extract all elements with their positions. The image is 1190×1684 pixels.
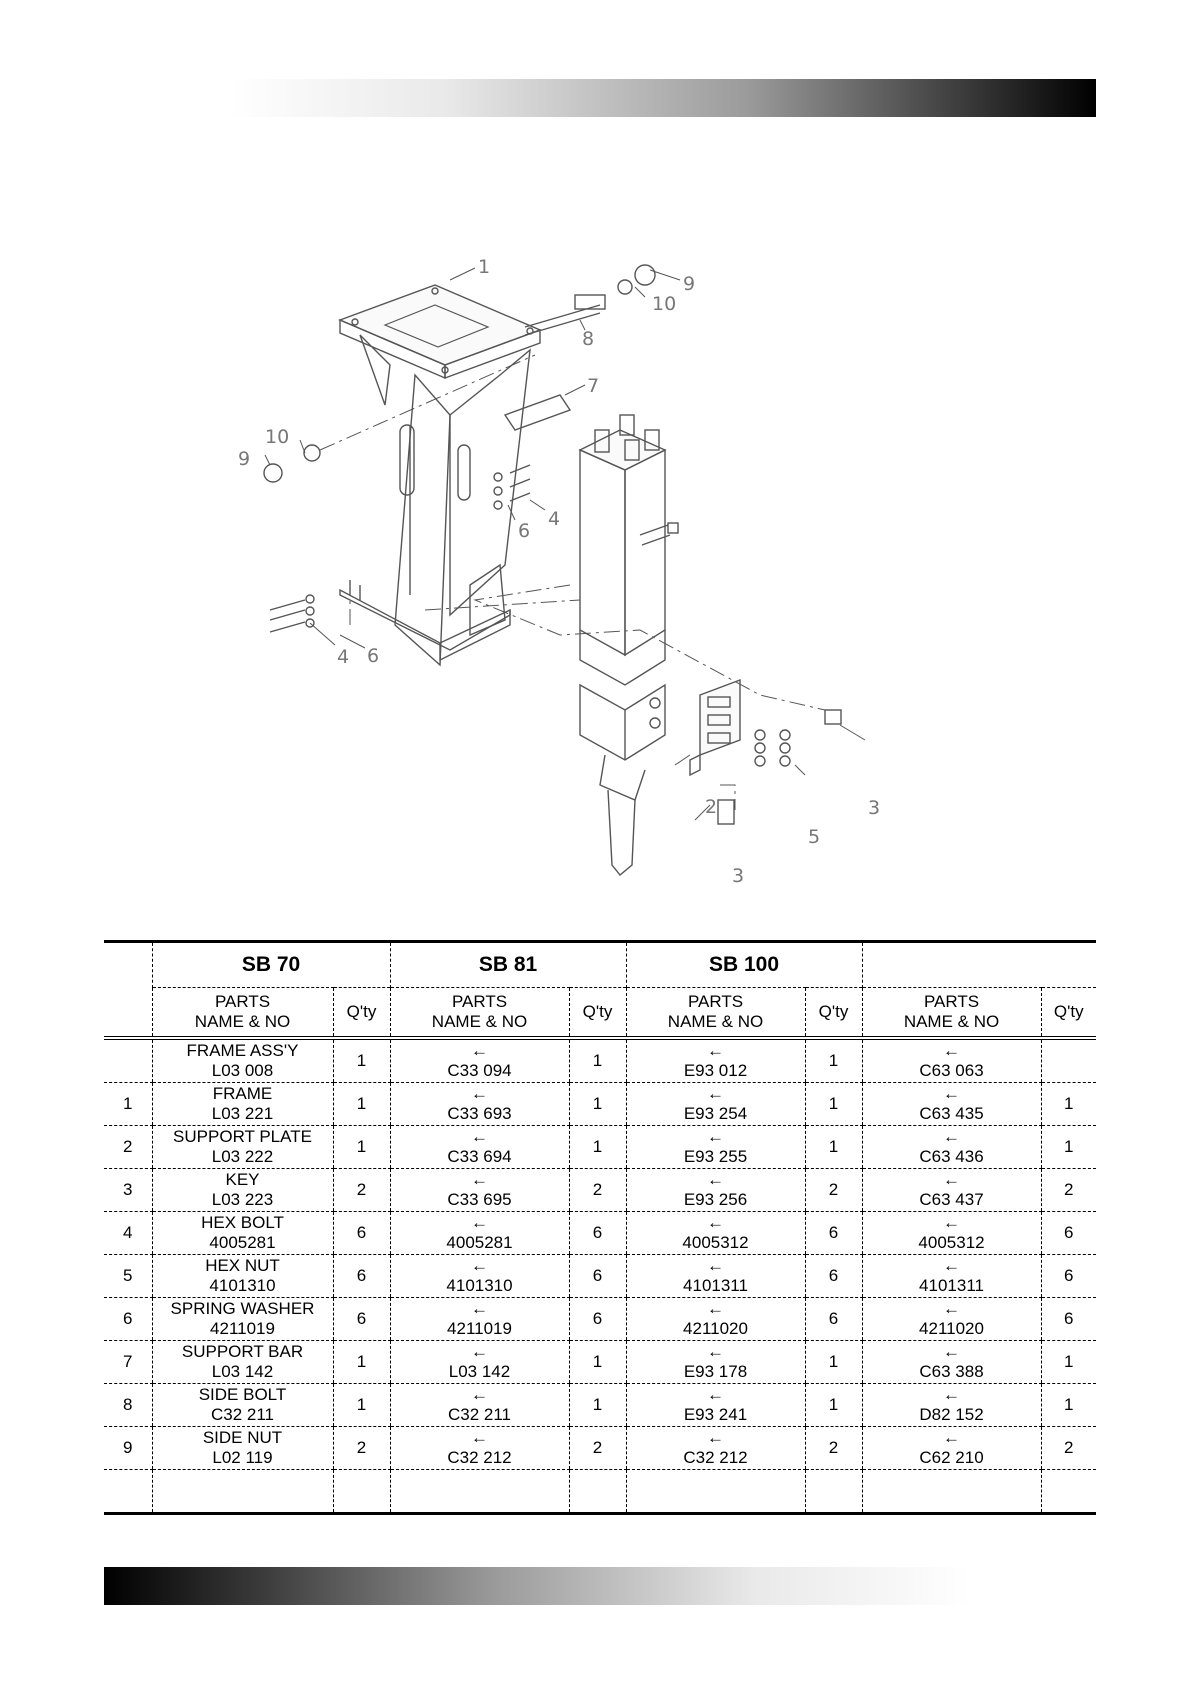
blank-model-qty: 1 bbox=[1041, 1083, 1096, 1126]
callout-10-left: 10 bbox=[265, 426, 290, 448]
parts-header: PARTS NAME & NO bbox=[152, 988, 333, 1039]
model-sb100: SB 100 bbox=[626, 942, 862, 988]
sb81-qty: 6 bbox=[569, 1212, 626, 1255]
model-header-row bbox=[104, 942, 1096, 988]
sb100-part bbox=[626, 1384, 805, 1427]
blank-model-part-line: ← bbox=[943, 1041, 961, 1060]
blank-model-part-line: 4101311 bbox=[919, 1276, 984, 1295]
sb70-qty: 6 bbox=[333, 1255, 390, 1298]
sb70-qty: 1 bbox=[333, 1038, 390, 1083]
sb100-part bbox=[626, 1212, 805, 1255]
sb70-part-line: L03 008 bbox=[211, 1061, 274, 1080]
table-row bbox=[104, 1298, 1096, 1341]
header-gradient-band bbox=[230, 79, 1096, 117]
sb70-part bbox=[152, 1427, 333, 1470]
sb100-part-line: ← bbox=[707, 1385, 724, 1404]
blank-model-part-line: C63 436 bbox=[919, 1147, 984, 1166]
sb81-part-line: ← bbox=[471, 1385, 488, 1404]
sb70-part-line: 4101310 bbox=[209, 1276, 276, 1295]
sb81-part-line: 4005281 bbox=[446, 1233, 513, 1252]
blank-model-part bbox=[862, 1083, 1041, 1126]
sb70-part bbox=[152, 1083, 333, 1126]
blank-model-part-line: C63 063 bbox=[919, 1061, 984, 1080]
qty-header: Q'ty bbox=[333, 988, 390, 1039]
blank-model-part-line: D82 152 bbox=[919, 1405, 984, 1424]
callout-8: 8 bbox=[582, 328, 595, 350]
sb70-part-line: L03 222 bbox=[211, 1147, 274, 1166]
blank-model-part-line: ← bbox=[943, 1127, 961, 1146]
breaker-body bbox=[580, 415, 678, 875]
callout-9-left: 9 bbox=[238, 448, 251, 470]
sb81-part bbox=[390, 1341, 569, 1384]
sb100-part-line: ← bbox=[707, 1213, 724, 1232]
empty-cell bbox=[152, 1470, 333, 1514]
sb81-part-line: C33 693 bbox=[447, 1104, 512, 1123]
blank-model-qty: 2 bbox=[1041, 1169, 1096, 1212]
sb100-qty: 1 bbox=[805, 1126, 862, 1169]
sb100-part-line: 4005312 bbox=[682, 1233, 749, 1252]
table-row bbox=[104, 1169, 1096, 1212]
assembly-lines bbox=[320, 355, 825, 810]
blank-model-part bbox=[862, 1038, 1041, 1083]
blank-model-part-line: ← bbox=[943, 1299, 961, 1318]
blank-model-part-line: 4211020 bbox=[919, 1319, 984, 1338]
parts-header: PARTS NAME & NO bbox=[862, 988, 1041, 1039]
table-row bbox=[104, 1427, 1096, 1470]
sb100-part-line: ← bbox=[707, 1127, 724, 1146]
sb70-part-line: L03 223 bbox=[211, 1190, 274, 1209]
model-header-no bbox=[104, 942, 152, 988]
footer-gradient-band bbox=[104, 1567, 970, 1605]
sb70-qty: 1 bbox=[333, 1341, 390, 1384]
sb70-qty: 1 bbox=[333, 1126, 390, 1169]
sb81-part-line: 4211019 bbox=[447, 1319, 512, 1338]
row-number: 9 bbox=[104, 1427, 152, 1470]
sb81-qty: 1 bbox=[569, 1126, 626, 1169]
sb100-part-line: C32 212 bbox=[683, 1448, 748, 1467]
callout-numbers bbox=[238, 256, 880, 887]
column-header-no bbox=[104, 988, 152, 1039]
sb81-part bbox=[390, 1038, 569, 1083]
empty-cell bbox=[104, 1470, 152, 1514]
blank-model-qty: 1 bbox=[1041, 1384, 1096, 1427]
sb81-part-line: 4101310 bbox=[446, 1276, 513, 1295]
empty-cell bbox=[626, 1470, 805, 1514]
callout-1: 1 bbox=[478, 256, 491, 278]
sb70-qty: 6 bbox=[333, 1212, 390, 1255]
table-row bbox=[104, 1341, 1096, 1384]
sb100-part bbox=[626, 1341, 805, 1384]
blank-model-part-line: ← bbox=[943, 1170, 961, 1189]
blank-model-part bbox=[862, 1212, 1041, 1255]
blank-model-part bbox=[862, 1384, 1041, 1427]
nuts-right bbox=[755, 730, 790, 766]
row-number: 3 bbox=[104, 1169, 152, 1212]
blank-model-part-line: C63 388 bbox=[919, 1362, 984, 1381]
blank-model-qty: 6 bbox=[1041, 1298, 1096, 1341]
sb100-qty: 2 bbox=[805, 1169, 862, 1212]
bolts-left bbox=[270, 595, 314, 632]
sb100-qty: 6 bbox=[805, 1212, 862, 1255]
empty-cell bbox=[333, 1470, 390, 1514]
callout-6-center: 6 bbox=[518, 520, 531, 542]
sb81-part-line: ← bbox=[471, 1428, 488, 1447]
callout-2: 2 bbox=[705, 796, 718, 818]
sb81-part bbox=[390, 1298, 569, 1341]
sb70-part-line: SIDE BOLT bbox=[198, 1385, 287, 1404]
exploded-parts-drawing bbox=[238, 256, 970, 920]
sb100-qty: 1 bbox=[805, 1038, 862, 1083]
sb81-part bbox=[390, 1083, 569, 1126]
sb81-part bbox=[390, 1427, 569, 1470]
sb81-part-line: ← bbox=[471, 1127, 488, 1146]
key-upper bbox=[825, 710, 841, 724]
blank-model-qty: 1 bbox=[1041, 1341, 1096, 1384]
sb70-part-line: KEY bbox=[225, 1170, 260, 1189]
sb70-part-line: L03 221 bbox=[211, 1104, 274, 1123]
sb70-part-line: SIDE NUT bbox=[202, 1428, 283, 1447]
sb70-part-line: SUPPORT PLATE bbox=[173, 1127, 312, 1146]
blank-model-part-line: C62 210 bbox=[919, 1448, 984, 1467]
sb81-part-line: ← bbox=[471, 1342, 488, 1361]
blank-model-part bbox=[862, 1298, 1041, 1341]
sb70-part bbox=[152, 1255, 333, 1298]
callout-3-right: 3 bbox=[868, 797, 881, 819]
blank-model-part bbox=[862, 1341, 1041, 1384]
sb100-part-line: ← bbox=[707, 1170, 724, 1189]
sb100-part-line: ← bbox=[707, 1428, 724, 1447]
leader-lines bbox=[265, 268, 865, 820]
sb70-part-line: 4211019 bbox=[210, 1319, 275, 1338]
callout-4-left: 4 bbox=[337, 646, 350, 668]
blank-model-qty: 6 bbox=[1041, 1212, 1096, 1255]
blank-model-part bbox=[862, 1255, 1041, 1298]
empty-cell bbox=[862, 1470, 1041, 1514]
sb100-part-line: E93 256 bbox=[683, 1190, 748, 1209]
qty-header: Q'ty bbox=[569, 988, 626, 1039]
sb100-part-line: ← bbox=[707, 1041, 724, 1060]
blank-model-part-line: ← bbox=[943, 1084, 961, 1103]
empty-cell bbox=[390, 1470, 569, 1514]
model-sb70: SB 70 bbox=[152, 942, 390, 988]
sb81-qty: 2 bbox=[569, 1427, 626, 1470]
sb70-part bbox=[152, 1341, 333, 1384]
sb100-part-line: E93 012 bbox=[683, 1061, 748, 1080]
sb100-qty: 1 bbox=[805, 1384, 862, 1427]
blank-model-part-line: ← bbox=[943, 1385, 961, 1404]
sb100-part bbox=[626, 1038, 805, 1083]
blank-model-qty: 1 bbox=[1041, 1126, 1096, 1169]
sb81-qty: 1 bbox=[569, 1341, 626, 1384]
sb70-part-line: 4005281 bbox=[209, 1233, 276, 1252]
sb70-part-line: SPRING WASHER bbox=[170, 1299, 315, 1318]
row-number: 4 bbox=[104, 1212, 152, 1255]
sb70-part-line: FRAME ASS'Y bbox=[186, 1041, 299, 1060]
row-number: 8 bbox=[104, 1384, 152, 1427]
table-row bbox=[104, 1255, 1096, 1298]
sb81-part-line: ← bbox=[471, 1299, 488, 1318]
sb100-part bbox=[626, 1298, 805, 1341]
sb70-part bbox=[152, 1298, 333, 1341]
sb70-part-line: L02 119 bbox=[212, 1448, 273, 1467]
callout-4-center: 4 bbox=[548, 508, 561, 530]
table-row bbox=[104, 1038, 1096, 1083]
sb81-part-line: ← bbox=[471, 1256, 488, 1275]
callout-9-right: 9 bbox=[683, 273, 696, 295]
blank-model-part-line: ← bbox=[943, 1213, 961, 1232]
sb100-part bbox=[626, 1169, 805, 1212]
callout-5: 5 bbox=[808, 826, 821, 848]
empty-cell bbox=[569, 1470, 626, 1514]
table-row bbox=[104, 1083, 1096, 1126]
blank-model-qty: 6 bbox=[1041, 1255, 1096, 1298]
blank-model-part-line: ← bbox=[943, 1428, 961, 1447]
parts-header: PARTS NAME & NO bbox=[626, 988, 805, 1039]
sb81-qty: 1 bbox=[569, 1384, 626, 1427]
sb70-part-line: C32 211 bbox=[210, 1405, 274, 1424]
sb100-part-line: 4211020 bbox=[683, 1319, 748, 1338]
callout-7: 7 bbox=[587, 375, 600, 397]
sb81-part bbox=[390, 1126, 569, 1169]
sb70-part bbox=[152, 1169, 333, 1212]
callout-6-left: 6 bbox=[367, 645, 380, 667]
blank-model-part bbox=[862, 1427, 1041, 1470]
sb100-part-line: 4101311 bbox=[683, 1276, 748, 1295]
frame-part bbox=[340, 285, 540, 665]
sb70-part-line: HEX BOLT bbox=[201, 1213, 284, 1232]
sb100-qty: 2 bbox=[805, 1427, 862, 1470]
sb100-qty: 1 bbox=[805, 1341, 862, 1384]
sb70-qty: 1 bbox=[333, 1384, 390, 1427]
sb100-part bbox=[626, 1427, 805, 1470]
empty-cell bbox=[1041, 1470, 1096, 1514]
row-number: 2 bbox=[104, 1126, 152, 1169]
sb100-part-line: ← bbox=[707, 1256, 724, 1275]
empty-cell bbox=[805, 1470, 862, 1514]
callout-3-lower: 3 bbox=[732, 865, 745, 887]
model-blank bbox=[862, 942, 1096, 988]
sb70-part bbox=[152, 1384, 333, 1427]
sb81-part bbox=[390, 1169, 569, 1212]
callout-10-right: 10 bbox=[652, 293, 677, 315]
sb81-part-line: L03 142 bbox=[448, 1362, 511, 1381]
sb70-qty: 1 bbox=[333, 1083, 390, 1126]
sb81-part-line: C32 211 bbox=[447, 1405, 511, 1424]
empty-row bbox=[104, 1470, 1096, 1514]
sb70-part-line: FRAME bbox=[212, 1084, 273, 1103]
sb81-part-line: C33 094 bbox=[447, 1061, 512, 1080]
sb81-qty: 6 bbox=[569, 1298, 626, 1341]
drawing-svg bbox=[238, 256, 970, 920]
sb100-part-line: E93 241 bbox=[683, 1405, 748, 1424]
sb100-part-line: E93 178 bbox=[683, 1362, 748, 1381]
parts-table bbox=[104, 940, 1096, 1515]
sb81-qty: 1 bbox=[569, 1038, 626, 1083]
blank-model-part-line: 4005312 bbox=[918, 1233, 985, 1252]
parts-header: PARTS NAME & NO bbox=[390, 988, 569, 1039]
row-number: 7 bbox=[104, 1341, 152, 1384]
sb100-part-line: E93 255 bbox=[683, 1147, 748, 1166]
sb100-part-line: ← bbox=[707, 1084, 724, 1103]
parts-table-body bbox=[104, 942, 1096, 1514]
blank-model-part-line: ← bbox=[943, 1342, 961, 1361]
sb100-part bbox=[626, 1083, 805, 1126]
sb70-qty: 2 bbox=[333, 1427, 390, 1470]
sb100-qty: 6 bbox=[805, 1255, 862, 1298]
row-number bbox=[104, 1038, 152, 1083]
sb81-part-line: ← bbox=[471, 1170, 488, 1189]
sb81-part-line: ← bbox=[471, 1084, 488, 1103]
sb70-part bbox=[152, 1038, 333, 1083]
model-sb81: SB 81 bbox=[390, 942, 626, 988]
sb100-qty: 6 bbox=[805, 1298, 862, 1341]
sb81-qty: 6 bbox=[569, 1255, 626, 1298]
sb81-part-line: C33 695 bbox=[447, 1190, 512, 1209]
sb70-part bbox=[152, 1126, 333, 1169]
sb81-qty: 2 bbox=[569, 1169, 626, 1212]
sb70-part-line: SUPPORT BAR bbox=[181, 1342, 304, 1361]
blank-model-part bbox=[862, 1126, 1041, 1169]
sb100-part-line: ← bbox=[707, 1299, 724, 1318]
blank-model-part-line: C63 435 bbox=[919, 1104, 984, 1123]
sb81-part bbox=[390, 1255, 569, 1298]
blank-model-qty bbox=[1041, 1038, 1096, 1083]
blank-model-qty: 2 bbox=[1041, 1427, 1096, 1470]
row-number: 5 bbox=[104, 1255, 152, 1298]
column-header-row bbox=[104, 988, 1096, 1039]
sb70-part bbox=[152, 1212, 333, 1255]
sb81-qty: 1 bbox=[569, 1083, 626, 1126]
key-lower bbox=[718, 800, 734, 824]
support-plate bbox=[690, 680, 740, 775]
qty-header: Q'ty bbox=[1041, 988, 1096, 1039]
sb81-part bbox=[390, 1212, 569, 1255]
sb81-part-line: C33 694 bbox=[447, 1147, 512, 1166]
sb100-qty: 1 bbox=[805, 1083, 862, 1126]
table-row bbox=[104, 1212, 1096, 1255]
sb100-part-line: E93 254 bbox=[683, 1104, 748, 1123]
sb70-qty: 6 bbox=[333, 1298, 390, 1341]
table-row bbox=[104, 1126, 1096, 1169]
blank-model-part-line: C63 437 bbox=[919, 1190, 984, 1209]
qty-header: Q'ty bbox=[805, 988, 862, 1039]
row-number: 1 bbox=[104, 1083, 152, 1126]
blank-model-part-line: ← bbox=[943, 1256, 961, 1275]
sb100-part-line: ← bbox=[707, 1342, 724, 1361]
sb81-part bbox=[390, 1384, 569, 1427]
blank-model-part bbox=[862, 1169, 1041, 1212]
sb81-part-line: ← bbox=[471, 1213, 488, 1232]
sb70-part-line: L03 142 bbox=[211, 1362, 274, 1381]
sb81-part-line: ← bbox=[471, 1041, 488, 1060]
sb81-part-line: C32 212 bbox=[447, 1448, 512, 1467]
table-row bbox=[104, 1384, 1096, 1427]
sb70-qty: 2 bbox=[333, 1169, 390, 1212]
row-number: 6 bbox=[104, 1298, 152, 1341]
sb70-part-line: HEX NUT bbox=[205, 1256, 280, 1275]
sb100-part bbox=[626, 1255, 805, 1298]
sb100-part bbox=[626, 1126, 805, 1169]
